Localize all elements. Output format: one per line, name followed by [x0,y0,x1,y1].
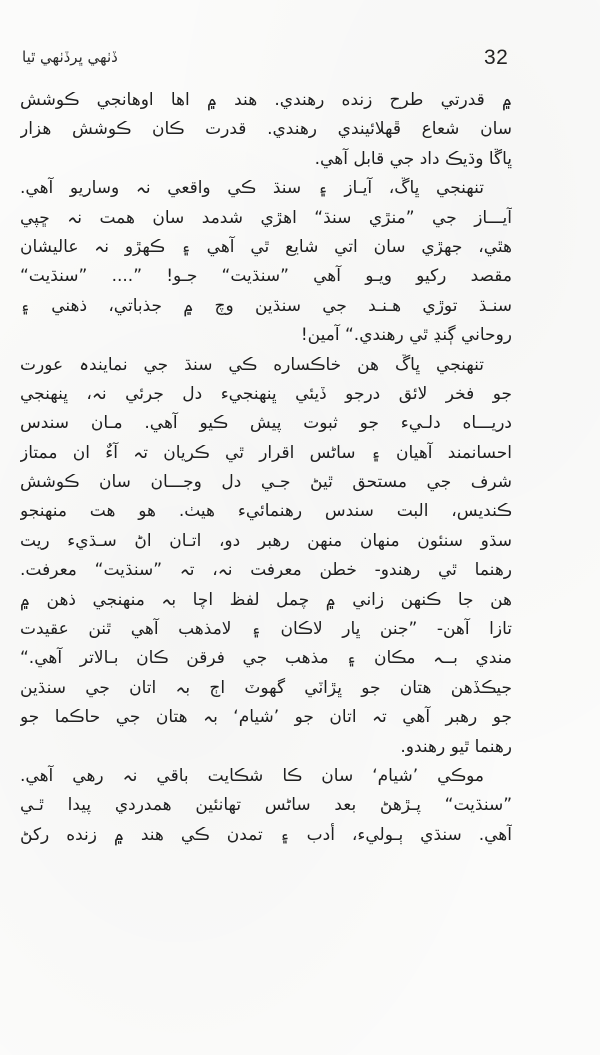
text-line: ڪنديس، البت سندس رهنمائيء هيٺ. هو هت منھنجو [20,501,512,522]
text-line: تنھنجي ڀاڱ هن خاڪساره ڪي سنڌ جي نمايندہ عورت [20,354,484,375]
text-line: سنـڌ توڙي هـنـد جي سنڌين وچ ۾ جذباتي، ذهني ۽ [20,295,512,316]
body-text [20,86,512,850]
text-line: رهنما ٿيو رهندو. [400,736,512,757]
text-line: سڌو سنئون منهان منهن رهبر دو، اتـان اڻ سـڌيء ريت [20,530,512,551]
text-line: جو فخر لائق درجو ڏيئي ڀنھنجيء دل جرئي نہ، ڀنھنجي [20,383,512,404]
text-line: تنھنجي ڀاڱ، آيـاز ۽ سنڌ ڪي واقعي نہ وساريو آهي. [20,178,484,199]
text-line: آيـــاز جي ”منڙي سنڌ“ اهڙي شدمد سان همت نہ ڇپي [20,207,512,228]
text-line: مقصد رکيو ويـو آهي ”سنڌيت“ جـو! ”.... ”سنڌيت“ [20,266,512,287]
text-line: هن جا ڪنهن زاني ۾ چمل لفظ اچا بہ منھنجي ذهن ۾ [20,589,512,610]
text-line: جو رهبر آهي تہ اتان جو ’شيام‘ بہ هتان جي حاڪما جو [20,707,512,728]
text-line: ”سنڌيت“ پـڙهڻ بعد ساڻس تھانئين همدردي پيدا ٿـي [20,795,512,816]
text-line: ڀاڱا وڌيڪ داد جي قابل آهي. [314,148,512,169]
text-line: تازا آهن- ”جنن ڀار لاڪان ۽ لامذهب آهي ٿنن عقيدت [20,619,512,640]
text-line: هٿي، جهڙي سان اتي شايع ٿي آهي ۽ ڪهڙو نہ عاليشان [20,236,512,257]
text-line: آهي. سنڌي ٻـوليء، أدب ۽ تمدن ڪي هند ۾ زنده رکڻ [20,824,512,845]
text-line: مندي بــہ مڪان ۽ مذهب جي فرقن ڪان بـالاتر آهي.“ [20,648,512,669]
running-head: ڏٺھي ڀرڏٺھي ٿيا [22,48,118,66]
page-number: 32 [484,46,509,69]
text-line: سان شعاع ڦهلائيندي رهندي. قدرت ڪان ڪوشش هزار [20,119,512,140]
text-line: دريـــاه دلـيء جو ثبوت پيش ڪيو آهي. مـان سندس [20,413,512,434]
text-line: روحاني ڳنڍ ٿي رهندي.“ آمين! [300,325,512,346]
text-line: رهنما ٿي رهندو- خطن معرفت نہ، تہ ”سنڌيت“ معرفت. [20,560,512,581]
text-line: احسانمند آهيان ۽ ساڻس اقرار ٿي ڪريان تہ آءٌ ان ممتاز [20,442,512,463]
text-line: جيڪڏهن هتان جو ڀڙاٽي گهوٽ اڄ بہ اتان جي سنڌين [20,677,512,698]
text-line: شرف جي مستحق ٿيڻ جـي دل وجـــان سان ڪوشش [20,472,512,493]
text-line: موڪي ’شيام‘ سان ڪا شڪايت باقي نہ رهي آهي. [20,765,484,786]
text-line: ۾ قدرتي طرح زنده رهندي. هند ۾ اھا اوھانجي ڪوشش [20,90,512,110]
